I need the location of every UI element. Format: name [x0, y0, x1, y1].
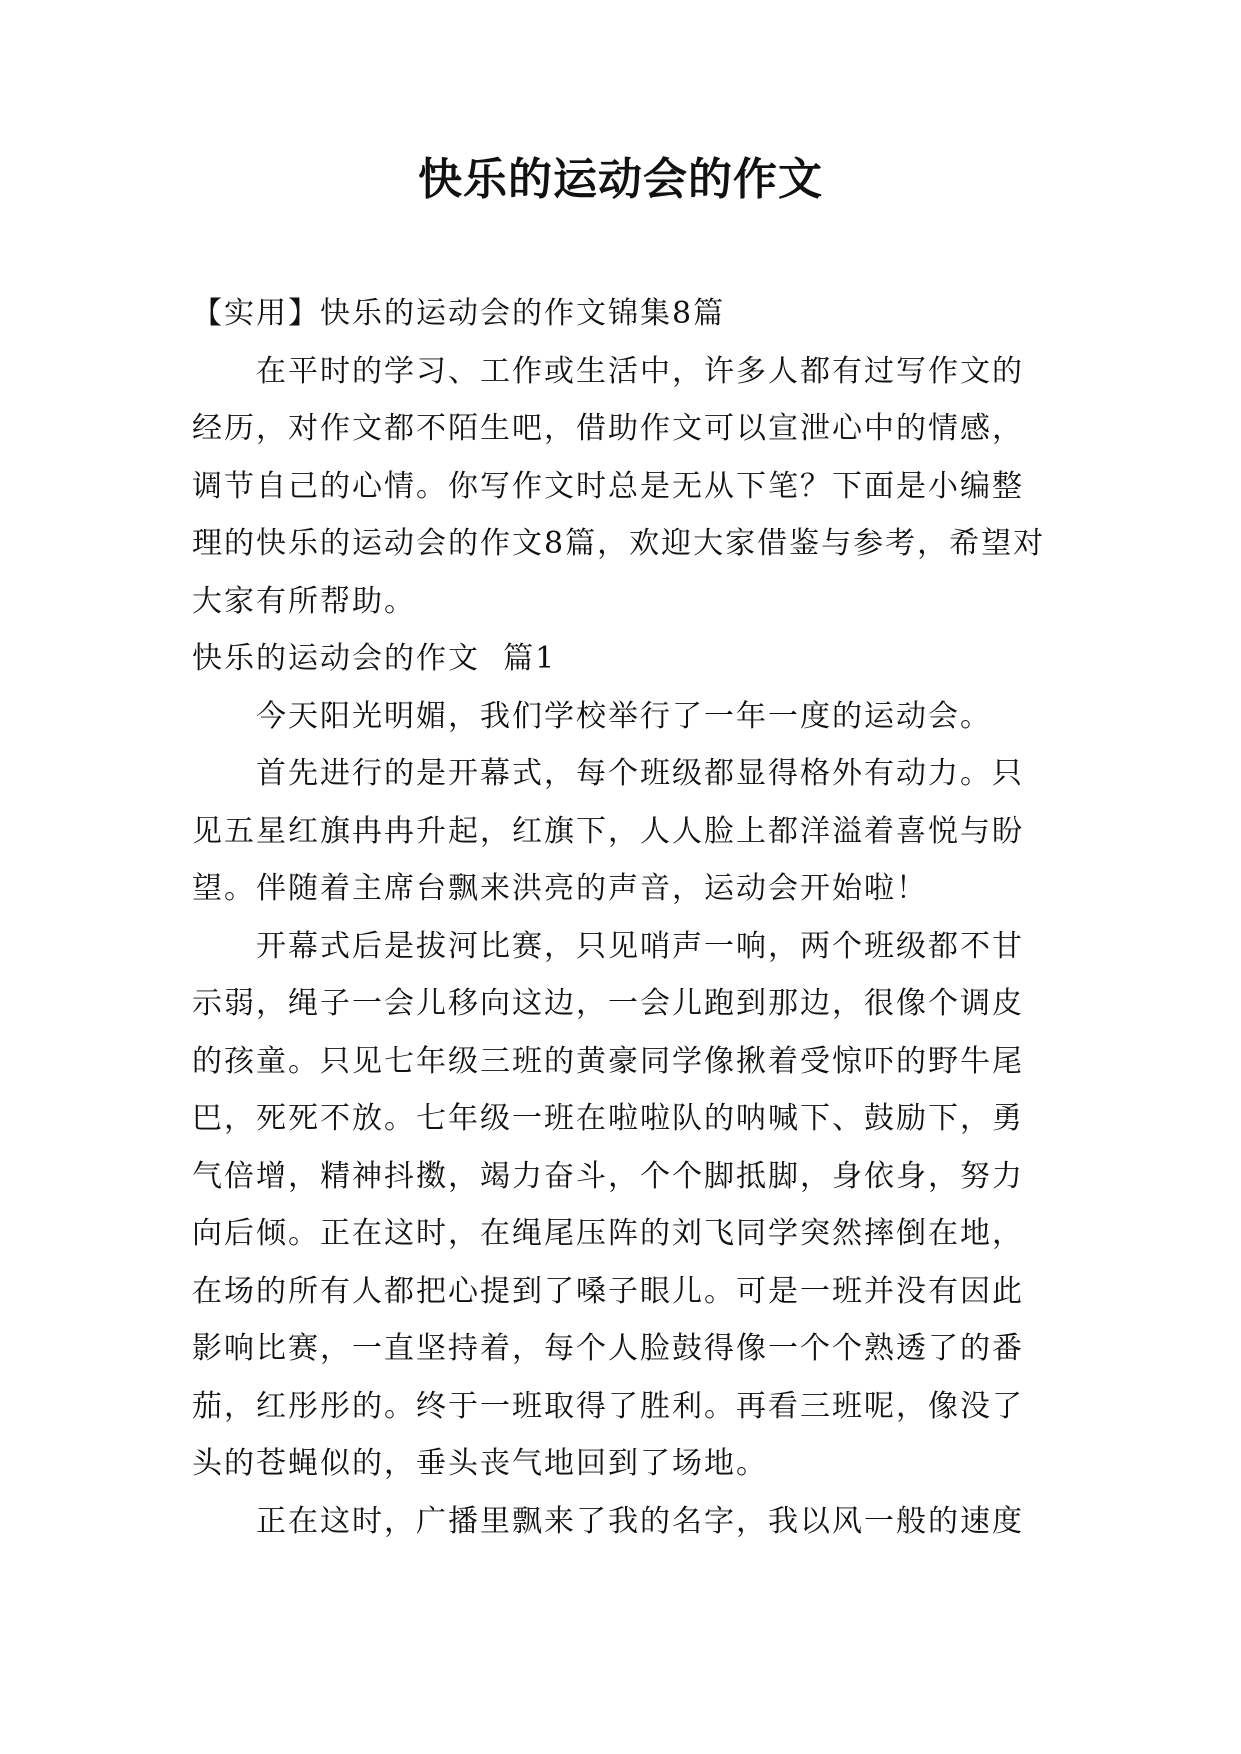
paragraph: 首先进行的是开幕式，每个班级都显得格外有动力。只见五星红旗冉冉升起，红旗下，人人脸上都洋溢着喜悦与盼望。伴随着主席台飘来洪亮的声音，运动会开始啦！ [192, 756, 1024, 906]
intro-paragraph: 在平时的学习、工作或生活中，许多人都有过写作文的经历，对作文都不陌生吧，借助作文可以宣泄心中的情感，调节自己的心情。你写作文时总是无从下笔？下面是小编整理的快乐的运动会的作文8篇，欢迎大家借鉴与参考，希望对大家有所帮助。 [192, 353, 1046, 619]
section-heading: 快乐的运动会的作文 篇1 [192, 641, 557, 676]
document-body [192, 285, 1054, 1550]
paragraph: 今天阳光明媚，我们学校举行了一年一度的运动会。 [256, 698, 992, 734]
document-subtitle: 【实用】快乐的运动会的作文锦集8篇 [192, 296, 726, 331]
paragraph: 正在这时，广播里飘来了我的名字，我以风一般的速度 [256, 1503, 1024, 1539]
paragraph: 开幕式后是拔河比赛，只见哨声一响，两个班级都不甘示弱，绳子一会儿移向这边，一会儿跑到那边，很像个调皮的孩童。只见七年级三班的黄豪同学像揪着受惊吓的野牛尾巴，死死不放。七年级一班在啦啦队的呐喊下、鼓励下，勇气倍增，精神抖擞，竭力奋斗，个个脚抵脚，身依身，努力向后倾。正在这时，在绳尾压阵的刘飞同学突然摔倒在地，在场的所有人都把心提到了嗓子眼儿。可是一班并没有因此影响比赛，一直坚持着，每个人脸鼓得像一个个熟透了的番茄，红彤彤的。终于一班取得了胜利。再看三班呢，像没了头的苍蝇似的，垂头丧气地回到了场地。 [192, 928, 1024, 1481]
document-title: 快乐的运动会的作文 [418, 154, 823, 205]
